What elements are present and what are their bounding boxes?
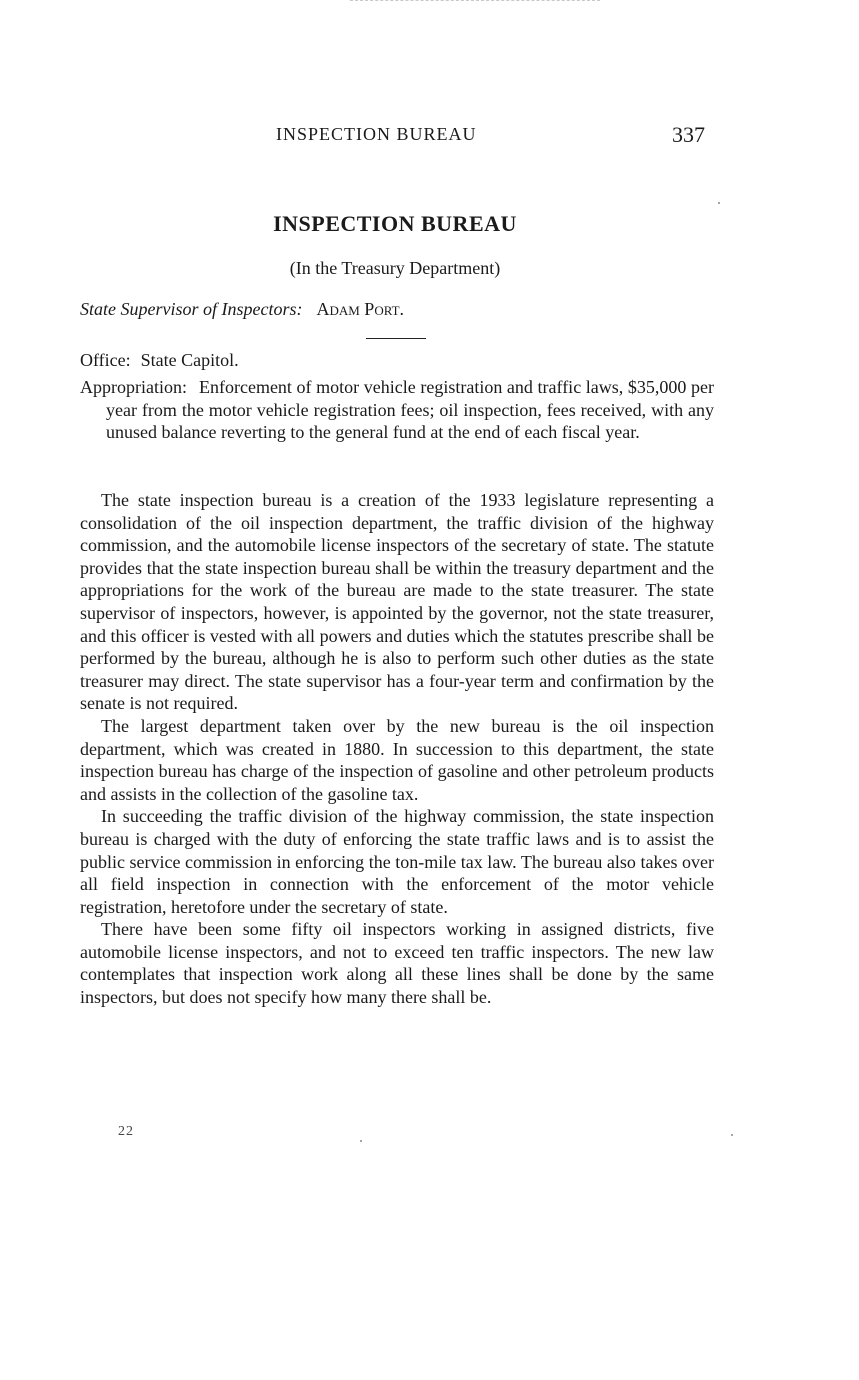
appropriation-label: Appropriation: (80, 377, 187, 397)
section-subtitle: (In the Treasury Department) (289, 258, 501, 278)
scan-speck (360, 1140, 362, 1142)
scan-speck (718, 202, 720, 204)
appropriation-text: Enforcement of motor vehicle registration and traffic laws, $35,000 per year from the motor vehicle registration fees; oil inspection, fees received, with any unused balance reverting to the general fund at the end of each fiscal year. (106, 377, 714, 442)
office-line (80, 350, 239, 371)
supervisor-role: State Supervisor of Inspectors: (80, 299, 303, 319)
section-title: INSPECTION BUREAU (273, 211, 517, 236)
scan-edge-marks (350, 0, 600, 5)
appropriation-entry (80, 376, 714, 444)
body-paragraph: There have been some fifty oil inspectors working in assigned districts, five automobile license inspectors, and not to exceed ten traffic inspectors. The new law contemplates that inspection work along all these lines shall be done by the same inspectors, but does not specify how many there shall be. (80, 919, 714, 1008)
scan-speck (731, 1134, 733, 1136)
body-paragraph: The largest department taken over by the new bureau is the oil inspection department, which was created in 1880. In succession to this department, the state inspection bureau has charge of the inspection of gasoline and other petroleum products and assists in the collection of the gasoline tax. (80, 715, 714, 804)
page-number: 337 (672, 122, 705, 147)
body-text (80, 489, 714, 1009)
supervisor-line (80, 299, 404, 320)
office-value: State Capitol. (140, 350, 239, 370)
supervisor-name: Adam Port. (316, 299, 405, 319)
body-paragraph: In succeeding the traffic division of the highway commission, the state inspection bureau is charged with the duty of enforcing the state traffic laws and is to assist the public service commission in enforcing the ton-mile tax law. The bureau also takes over all field inspection in connection with the enforcement of the motor vehicle registration, heretofore under the secretary of state. (80, 806, 714, 917)
running-head: INSPECTION BUREAU (276, 124, 477, 144)
body-paragraph: The state inspection bureau is a creation of the 1933 legislature representing a consolidation of the oil inspection department, the traffic division of the highway commission, and the automobile license inspectors of the secretary of state. The statute provides that the state inspection bureau shall be within the treasury department and the appropriations for the work of the bureau are made to the state treasurer. The state supervisor of inspectors, however, is appointed by the governor, not the state treasurer, and this officer is vested with all powers and duties which the statutes prescribe shall be performed by the bureau, although he is also to perform such other duties as the state treasurer may direct. The state supervisor has a four-year term and confirmation by the senate is not required. (80, 490, 714, 714)
separator-rule (366, 338, 426, 339)
signature-mark: 22 (118, 1124, 134, 1139)
office-label: Office: (80, 350, 131, 370)
